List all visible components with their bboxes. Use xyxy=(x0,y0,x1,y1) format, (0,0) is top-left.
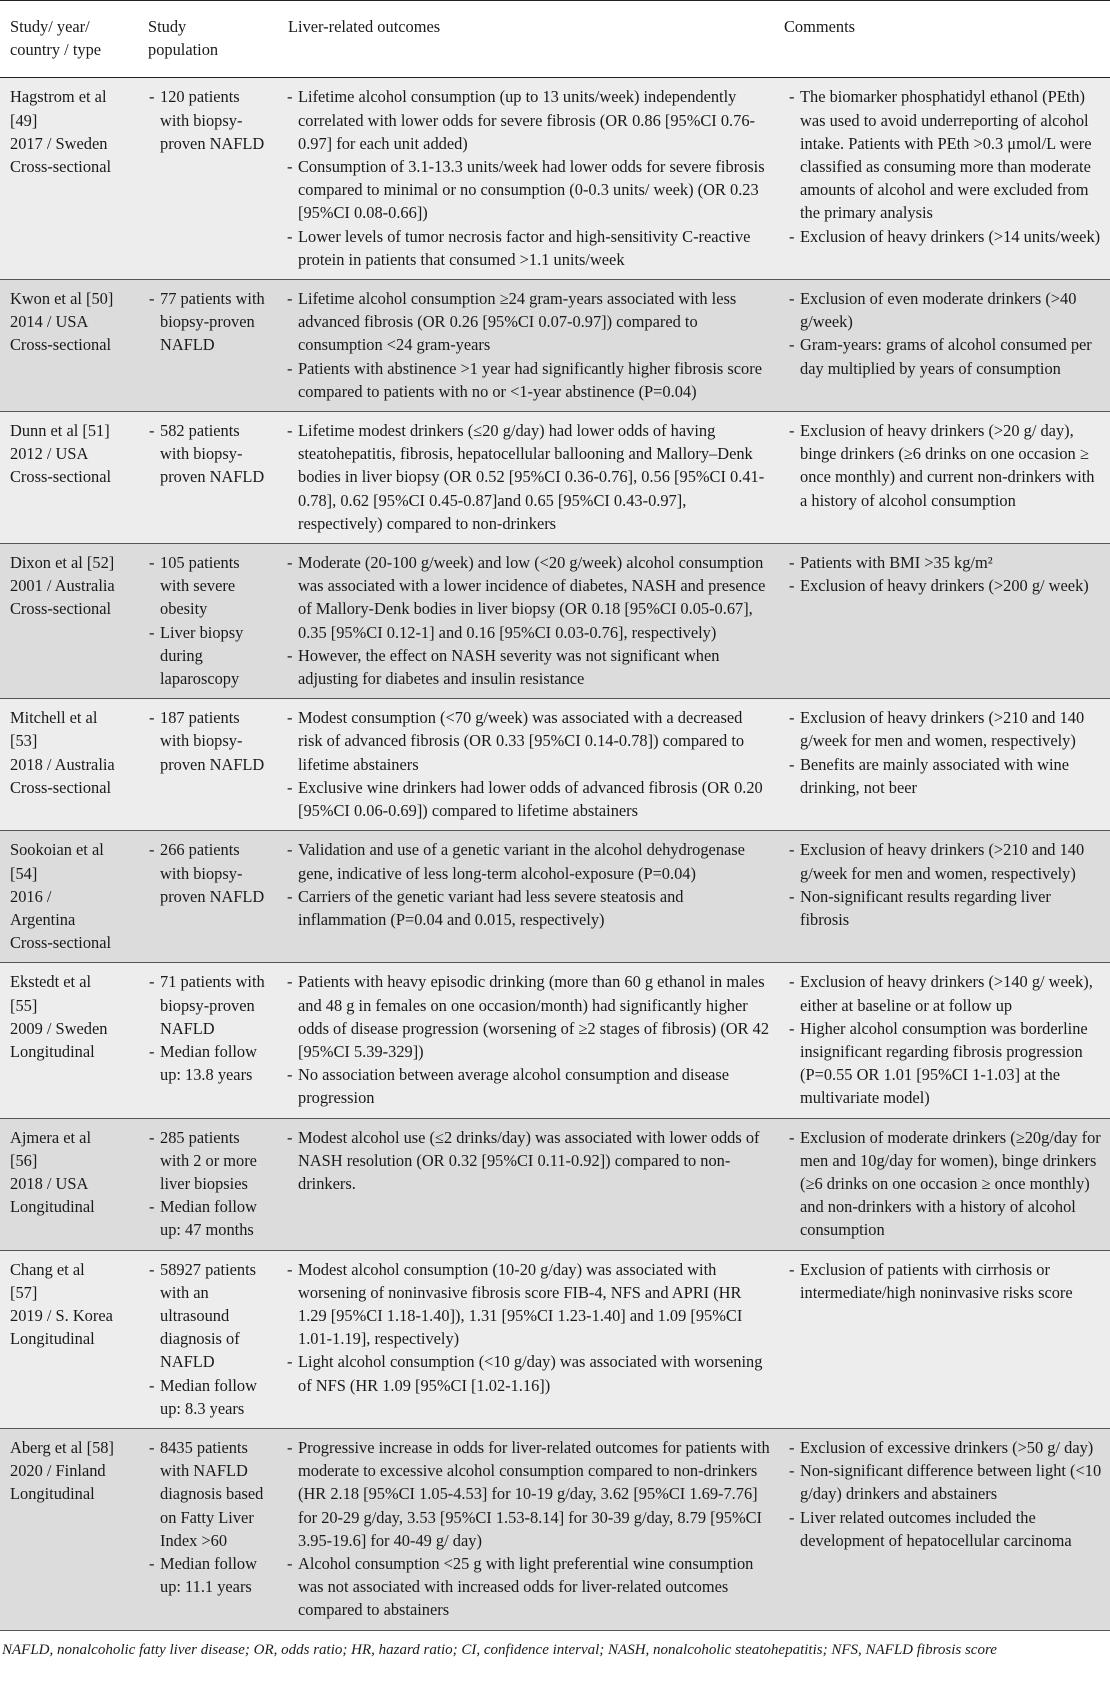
population-item: - Median follow up: 13.8 years xyxy=(148,1040,272,1086)
comment-item: - Exclusion of moderate drinkers (≥20g/day for men and 10g/day for women), binge drinkers (≥6 drinks on one occasion ≥ once monthly) and non-drinkers with a history of alcohol consumption xyxy=(788,1126,1102,1242)
population-cell xyxy=(138,412,276,544)
comment-item: - Non-significant difference between light (<10 g/day) drinkers and abstainers xyxy=(788,1459,1102,1505)
population-cell xyxy=(138,280,276,412)
table-body xyxy=(0,78,1110,1630)
comment-item: - Exclusion of excessive drinkers (>50 g/ day) xyxy=(788,1436,1102,1459)
table-row xyxy=(0,412,1110,544)
comments-cell xyxy=(778,412,1110,544)
population-item: - 105 patients with severe obesity xyxy=(148,551,272,621)
study-line: Longitudinal xyxy=(10,1041,95,1061)
comment-list xyxy=(788,551,1102,597)
study-cell xyxy=(0,1250,138,1428)
population-list xyxy=(148,838,272,908)
population-list xyxy=(148,419,272,489)
population-list xyxy=(148,1258,272,1420)
comment-list xyxy=(788,970,1102,1109)
study-line: Dunn et al [51] xyxy=(10,421,110,441)
study-cell xyxy=(0,699,138,831)
outcomes-cell xyxy=(276,280,778,412)
comment-item: - Gram-years: grams of alcohol consumed per day multiplied by years of consumption xyxy=(788,333,1102,379)
comment-list xyxy=(788,706,1102,799)
comment-item: - Exclusion of heavy drinkers (>140 g/ week), either at baseline or at follow up xyxy=(788,970,1102,1016)
population-cell xyxy=(138,1118,276,1250)
population-cell xyxy=(138,699,276,831)
outcome-list xyxy=(286,706,770,822)
study-line: Ekstedt et al xyxy=(10,972,92,992)
population-item: - 71 patients with biopsy-proven NAFLD xyxy=(148,970,272,1040)
population-item: - Median follow up: 11.1 years xyxy=(148,1552,272,1598)
header-study-line: Study/ year/ xyxy=(10,17,90,36)
study-cell xyxy=(0,78,138,280)
outcome-item: - Light alcohol consumption (<10 g/day) was associated with worsening of NFS (HR 1.09 [95%CI [1.02-1.16]) xyxy=(286,1350,770,1396)
comment-item: - Exclusion of heavy drinkers (>14 units/week) xyxy=(788,225,1102,248)
table-row xyxy=(0,544,1110,699)
header-study xyxy=(0,1,138,78)
outcome-list xyxy=(286,838,770,931)
comments-cell xyxy=(778,963,1110,1118)
comment-item: - Non-significant results regarding liver fibrosis xyxy=(788,885,1102,931)
study-line: 2019 / S. Korea xyxy=(10,1305,113,1325)
outcomes-cell xyxy=(276,963,778,1118)
population-cell xyxy=(138,963,276,1118)
study-line: 2009 / Sweden xyxy=(10,1018,108,1038)
population-item: - 285 patients with 2 or more liver biopsies xyxy=(148,1126,272,1196)
study-line: Cross-sectional xyxy=(10,777,112,797)
comment-item: - Exclusion of heavy drinkers (>210 and 140 g/week for men and women, respectively) xyxy=(788,706,1102,752)
outcome-item: - No association between average alcohol consumption and disease progression xyxy=(286,1063,770,1109)
header-study-line: country / type xyxy=(10,40,102,60)
table-row xyxy=(0,1428,1110,1630)
study-cell xyxy=(0,1118,138,1250)
study-line: 2017 / Sweden xyxy=(10,133,108,153)
study-cell xyxy=(0,963,138,1118)
study-line: 2020 / Finland xyxy=(10,1461,106,1481)
population-list xyxy=(148,85,272,155)
comments-cell xyxy=(778,544,1110,699)
population-item: - Median follow up: 47 months xyxy=(148,1195,272,1241)
population-list xyxy=(148,551,272,690)
outcome-item: - However, the effect on NASH severity was not significant when adjusting for diabetes and insulin resistance xyxy=(286,644,770,690)
study-line: 2016 / xyxy=(10,886,52,906)
outcome-item: - Patients with heavy episodic drinking (more than 60 g ethanol in males and 48 g in females on one occasion/month) had significantly higher odds of disease progression (worsening of ≥2 stages of fibrosis) (OR 42 [95%CI 5.39-329]) xyxy=(286,970,770,1063)
comment-item: - Exclusion of heavy drinkers (>20 g/ day), binge drinkers (≥6 drinks on one occasion ≥ once monthly) and current non-drinkers with a history of alcohol consumption xyxy=(788,419,1102,512)
population-cell xyxy=(138,1250,276,1428)
comment-item: - The biomarker phosphatidyl ethanol (PEth) was used to avoid underreporting of alcohol intake. Patients with PEth >0.3 μmol/L were classified as consuming more than moderate amounts of alcohol and were excluded from the primary analysis xyxy=(788,85,1102,224)
population-list xyxy=(148,970,272,1086)
outcome-list xyxy=(286,970,770,1109)
study-line: [49] xyxy=(10,110,38,130)
comment-list xyxy=(788,1126,1102,1242)
study-line: 2018 / USA xyxy=(10,1173,89,1193)
comment-item: - Exclusion of even moderate drinkers (>40 g/week) xyxy=(788,287,1102,333)
comments-cell xyxy=(778,699,1110,831)
outcome-item: - Carriers of the genetic variant had less severe steatosis and inflammation (P=0.04 and 0.015, respectively) xyxy=(286,885,770,931)
comments-cell xyxy=(778,1428,1110,1630)
population-list xyxy=(148,1126,272,1242)
study-line: [54] xyxy=(10,863,38,883)
header-population-line: Study xyxy=(148,17,187,36)
comment-list xyxy=(788,287,1102,380)
table-row xyxy=(0,831,1110,963)
comment-item: - Exclusion of heavy drinkers (>200 g/ week) xyxy=(788,574,1102,597)
outcomes-cell xyxy=(276,544,778,699)
outcome-list xyxy=(286,1436,770,1622)
outcomes-cell xyxy=(276,412,778,544)
outcome-item: - Lifetime alcohol consumption (up to 13 units/week) independently correlated with lower odds for severe fibrosis (OR 0.86 [95%CI 0.76-0.97] for each unit added) xyxy=(286,85,770,155)
comment-item: - Exclusion of heavy drinkers (>210 and 140 g/week for men and women, respectively) xyxy=(788,838,1102,884)
outcome-item: - Alcohol consumption <25 g with light preferential wine consumption was not associated with increased odds for liver-related outcomes compared to abstainers xyxy=(286,1552,770,1622)
population-cell xyxy=(138,1428,276,1630)
population-cell xyxy=(138,544,276,699)
study-line: Hagstrom et al xyxy=(10,87,107,107)
outcome-item: - Lifetime alcohol consumption ≥24 gram-years associated with less advanced fibrosis (OR 0.26 [95%CI 0.07-0.97]) compared to consumption <24 gram-years xyxy=(286,287,770,357)
study-line: Chang et al xyxy=(10,1259,85,1279)
study-line: Mitchell et al xyxy=(10,708,98,728)
outcome-item: - Progressive increase in odds for liver-related outcomes for patients with moderate to excessive alcohol consumption compared to non-drinkers (HR 2.18 [95%CI 1.05-4.53] for 10-19 g/day, 3.62 [95%CI 1.69-7.76] for 20-29 g/day, 3.53 [95%CI 1.53-8.14] for 30-39 g/day, 8.79 [95%CI 3.95-19.6] for 40-49 g/ day) xyxy=(286,1436,770,1552)
study-line: Cross-sectional xyxy=(10,599,112,619)
population-cell xyxy=(138,78,276,280)
table-row xyxy=(0,963,1110,1118)
table-row xyxy=(0,699,1110,831)
outcomes-cell xyxy=(276,1118,778,1250)
population-cell xyxy=(138,831,276,963)
outcomes-cell xyxy=(276,1250,778,1428)
study-line: [57] xyxy=(10,1282,38,1302)
table-row xyxy=(0,280,1110,412)
study-cell xyxy=(0,544,138,699)
table-row xyxy=(0,78,1110,280)
outcome-item: - Exclusive wine drinkers had lower odds of advanced fibrosis (OR 0.20 [95%CI 0.06-0.69]) compared to lifetime abstainers xyxy=(286,776,770,822)
study-line: 2001 / Australia xyxy=(10,576,115,596)
outcome-item: - Lower levels of tumor necrosis factor and high-sensitivity C-reactive protein in patients that consumed >1.1 units/week xyxy=(286,225,770,271)
outcome-list xyxy=(286,287,770,403)
outcome-item: - Modest consumption (<70 g/week) was associated with a decreased risk of advanced fibrosis (OR 0.33 [95%CI 0.14-0.78]) compared to lifetime abstainers xyxy=(286,706,770,776)
outcomes-cell xyxy=(276,78,778,280)
outcome-item: - Modest alcohol consumption (10-20 g/day) was associated with worsening of noninvasive fibrosis score FIB-4, NFS and APRI (HR 1.29 [95%CI 1.18-1.40]), 1.31 [95%CI 1.23-1.40] and 1.09 [95%CI 1.01-1.19], respectively) xyxy=(286,1258,770,1351)
comments-cell xyxy=(778,1250,1110,1428)
comment-list xyxy=(788,838,1102,931)
comments-cell xyxy=(778,1118,1110,1250)
population-list xyxy=(148,1436,272,1598)
outcome-item: - Validation and use of a genetic variant in the alcohol dehydrogenase gene, indicative of less long-term alcohol-exposure (P=0.04) xyxy=(286,838,770,884)
table-row xyxy=(0,1118,1110,1250)
comment-item: - Liver related outcomes included the development of hepatocellular carcinoma xyxy=(788,1506,1102,1552)
comment-item: - Exclusion of patients with cirrhosis or intermediate/high noninvasive risks score xyxy=(788,1258,1102,1304)
study-line: Argentina xyxy=(10,909,76,929)
population-item: - Median follow up: 8.3 years xyxy=(148,1374,272,1420)
outcomes-cell xyxy=(276,1428,778,1630)
study-line: Sookoian et al xyxy=(10,840,104,860)
study-line: 2014 / USA xyxy=(10,312,89,332)
comments-cell xyxy=(778,280,1110,412)
population-item: - 582 patients with biopsy-proven NAFLD xyxy=(148,419,272,489)
population-item: - 8435 patients with NAFLD diagnosis based on Fatty Liver Index >60 xyxy=(148,1436,272,1552)
outcome-item: - Patients with abstinence >1 year had significantly higher fibrosis score compared to patients with no or <1-year abstinence (P=0.04) xyxy=(286,357,770,403)
study-cell xyxy=(0,1428,138,1630)
study-line: Ajmera et al xyxy=(10,1127,92,1147)
outcomes-cell xyxy=(276,831,778,963)
comments-cell xyxy=(778,831,1110,963)
comment-list xyxy=(788,419,1102,512)
study-line: Dixon et al [52] xyxy=(10,553,115,573)
study-cell xyxy=(0,831,138,963)
study-line: [55] xyxy=(10,995,38,1015)
population-list xyxy=(148,287,272,357)
comment-list xyxy=(788,85,1102,247)
outcome-item: - Modest alcohol use (≤2 drinks/day) was associated with lower odds of NASH resolution (OR 0.32 [95%CI 0.11-0.92]) compared to non-drinkers. xyxy=(286,1126,770,1196)
population-item: - 187 patients with biopsy-proven NAFLD xyxy=(148,706,272,776)
study-line: 2012 / USA xyxy=(10,444,89,464)
comment-item: - Benefits are mainly associated with wine drinking, not beer xyxy=(788,753,1102,799)
population-item: - Liver biopsy during laparoscopy xyxy=(148,621,272,691)
study-line: Longitudinal xyxy=(10,1329,95,1349)
population-item: - 266 patients with biopsy-proven NAFLD xyxy=(148,838,272,908)
comment-item: - Higher alcohol consumption was borderline insignificant regarding fibrosis progression (P=0.55 OR 1.01 [95%CI 1-1.03] at the multivariate model) xyxy=(788,1017,1102,1110)
outcome-item: - Moderate (20-100 g/week) and low (<20 g/week) alcohol consumption was associated with a lower incidence of diabetes, NASH and presence of Mallory-Denk bodies in liver biopsy (OR 0.18 [95%CI 0.05-0.67], 0.35 [95%CI 0.12-1] and 0.16 [95%CI 0.03-0.76], respectively) xyxy=(286,551,770,644)
outcome-list xyxy=(286,419,770,535)
outcome-item: - Lifetime modest drinkers (≤20 g/day) had lower odds of having steatohepatitis, fibrosis, hepatocellular ballooning and Mallory–Denk bodies in liver biopsy (OR 0.52 [95%CI 0.36-0.76], 0.56 [95%CI 0.41-0.78], 0.62 [95%CI 0.45-0.87]and 0.65 [95%CI 0.43-0.97], respectively) compared to non-drinkers xyxy=(286,419,770,535)
outcomes-cell xyxy=(276,699,778,831)
study-cell xyxy=(0,280,138,412)
study-line: 2018 / Australia xyxy=(10,754,115,774)
outcome-item: - Consumption of 3.1-13.3 units/week had lower odds for severe fibrosis compared to minimal or no consumption (0-0.3 units/ week) (OR 0.23 [95%CI 0.08-0.66]) xyxy=(286,155,770,225)
population-list xyxy=(148,706,272,776)
study-line: Cross-sectional xyxy=(10,335,112,355)
study-line: Longitudinal xyxy=(10,1484,95,1504)
study-line: [53] xyxy=(10,731,38,751)
outcome-list xyxy=(286,1126,770,1196)
header-outcomes: Liver-related outcomes xyxy=(288,17,441,36)
header-population xyxy=(138,1,276,78)
study-cell xyxy=(0,412,138,544)
study-line: [56] xyxy=(10,1150,38,1170)
header-comments: Comments xyxy=(784,17,856,36)
population-item: - 77 patients with biopsy-proven NAFLD xyxy=(148,287,272,357)
header-population-line: population xyxy=(148,40,219,60)
table-footnote: NAFLD, nonalcoholic fatty liver disease; OR, odds ratio; HR, hazard ratio; CI, confidence interval; NASH, nonalcoholic steatohepatitis; NFS, NAFLD fibrosis score xyxy=(2,1642,997,1658)
comments-cell xyxy=(778,78,1110,280)
outcome-list xyxy=(286,85,770,271)
table-header xyxy=(0,1,1110,78)
comment-list xyxy=(788,1258,1102,1304)
study-line: Cross-sectional xyxy=(10,467,112,487)
study-line: Longitudinal xyxy=(10,1197,95,1217)
population-item: - 120 patients with biopsy-proven NAFLD xyxy=(148,85,272,155)
study-line: Kwon et al [50] xyxy=(10,289,114,309)
comment-list xyxy=(788,1436,1102,1552)
outcome-list xyxy=(286,551,770,690)
study-line: Aberg et al [58] xyxy=(10,1437,114,1457)
study-line: Cross-sectional xyxy=(10,933,112,953)
table-row xyxy=(0,1250,1110,1428)
outcome-list xyxy=(286,1258,770,1397)
study-line: Cross-sectional xyxy=(10,157,112,177)
comment-item: - Patients with BMI >35 kg/m² xyxy=(788,551,1102,574)
population-item: - 58927 patients with an ultrasound diagnosis of NAFLD xyxy=(148,1258,272,1374)
